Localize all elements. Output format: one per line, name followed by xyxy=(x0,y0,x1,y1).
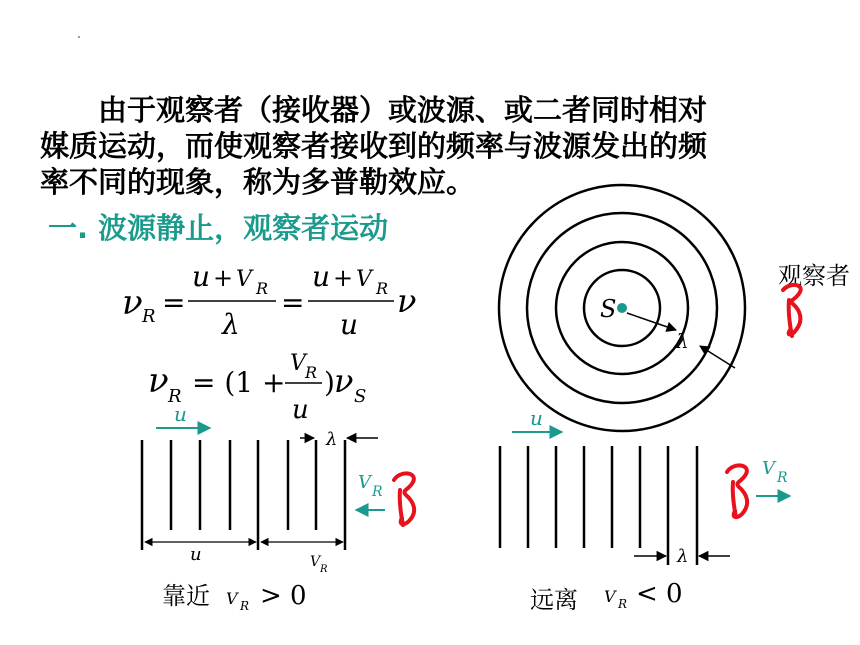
approach-label: 靠近 xyxy=(162,582,210,610)
denominator-lambda: λ xyxy=(222,308,240,341)
svg-text:V: V xyxy=(290,351,306,376)
numerator2-v-sub: R xyxy=(376,279,389,298)
radius-arrow xyxy=(627,313,676,330)
svg-text:ν: ν xyxy=(334,362,354,400)
svg-text:V: V xyxy=(226,589,238,608)
svg-text:R: R xyxy=(305,363,318,382)
formula-frequency xyxy=(122,260,416,341)
svg-text:R: R xyxy=(777,470,788,486)
svg-text:V: V xyxy=(762,458,775,479)
nu-subscript: R xyxy=(142,306,156,327)
source-dot xyxy=(617,303,627,313)
svg-text:): ) xyxy=(324,366,335,399)
svg-text:u: u xyxy=(190,544,202,565)
svg-text:u: u xyxy=(174,402,187,426)
svg-text:= (1 +: = (1 + xyxy=(192,366,286,399)
svg-text:λ: λ xyxy=(326,429,338,450)
svg-text:V: V xyxy=(310,554,321,570)
approach-diagram xyxy=(142,402,385,613)
svg-text:ν: ν xyxy=(148,361,169,401)
numerator2-u: u xyxy=(312,260,331,293)
svg-text:λ: λ xyxy=(676,329,689,353)
paragraph-line-3: 率不同的现象，称为多普勒效应。 xyxy=(40,165,476,199)
svg-text:+: + xyxy=(333,264,354,292)
observer-figure-3 xyxy=(727,465,747,517)
wavefront-circles xyxy=(499,185,745,431)
svg-text:λ: λ xyxy=(677,546,689,567)
svg-text:R: R xyxy=(372,484,383,500)
svg-text:u: u xyxy=(292,395,309,425)
paragraph-line-1: 由于观察者（接收器）或波源、或二者同时相对 xyxy=(98,93,708,127)
recede-condition: < 0 xyxy=(636,579,683,609)
section-title: 一. 波源静止，观察者运动 xyxy=(48,211,389,245)
approach-condition: > 0 xyxy=(260,581,307,611)
numerator2-v: V xyxy=(356,267,372,292)
paragraph-line-2: 媒质运动，而使观察者接收到的频率与波源发出的频 xyxy=(40,129,708,163)
svg-text:R: R xyxy=(240,599,250,613)
denominator2-u: u xyxy=(340,308,359,341)
observer-figure-1 xyxy=(783,285,801,336)
svg-text:=: = xyxy=(162,286,186,319)
svg-text:V: V xyxy=(604,587,616,606)
svg-text:R: R xyxy=(320,564,328,575)
recede-label: 远离 xyxy=(530,586,578,614)
svg-text:R: R xyxy=(168,386,182,407)
svg-text:V: V xyxy=(358,472,371,493)
svg-text:+: + xyxy=(213,264,234,292)
svg-text:=: = xyxy=(281,286,305,319)
svg-text:u: u xyxy=(530,406,543,430)
nu-trailing: ν xyxy=(397,282,417,320)
svg-text:S: S xyxy=(354,386,367,407)
numerator-u: u xyxy=(192,260,211,293)
svg-text:R: R xyxy=(618,597,628,611)
observer-figure-2 xyxy=(394,473,414,525)
source-label: S xyxy=(600,295,617,323)
numerator-v-sub: R xyxy=(256,279,269,298)
observer-label: 观察者 xyxy=(778,262,850,290)
numerator-v: V xyxy=(236,267,252,292)
nu-symbol: ν xyxy=(122,283,143,323)
